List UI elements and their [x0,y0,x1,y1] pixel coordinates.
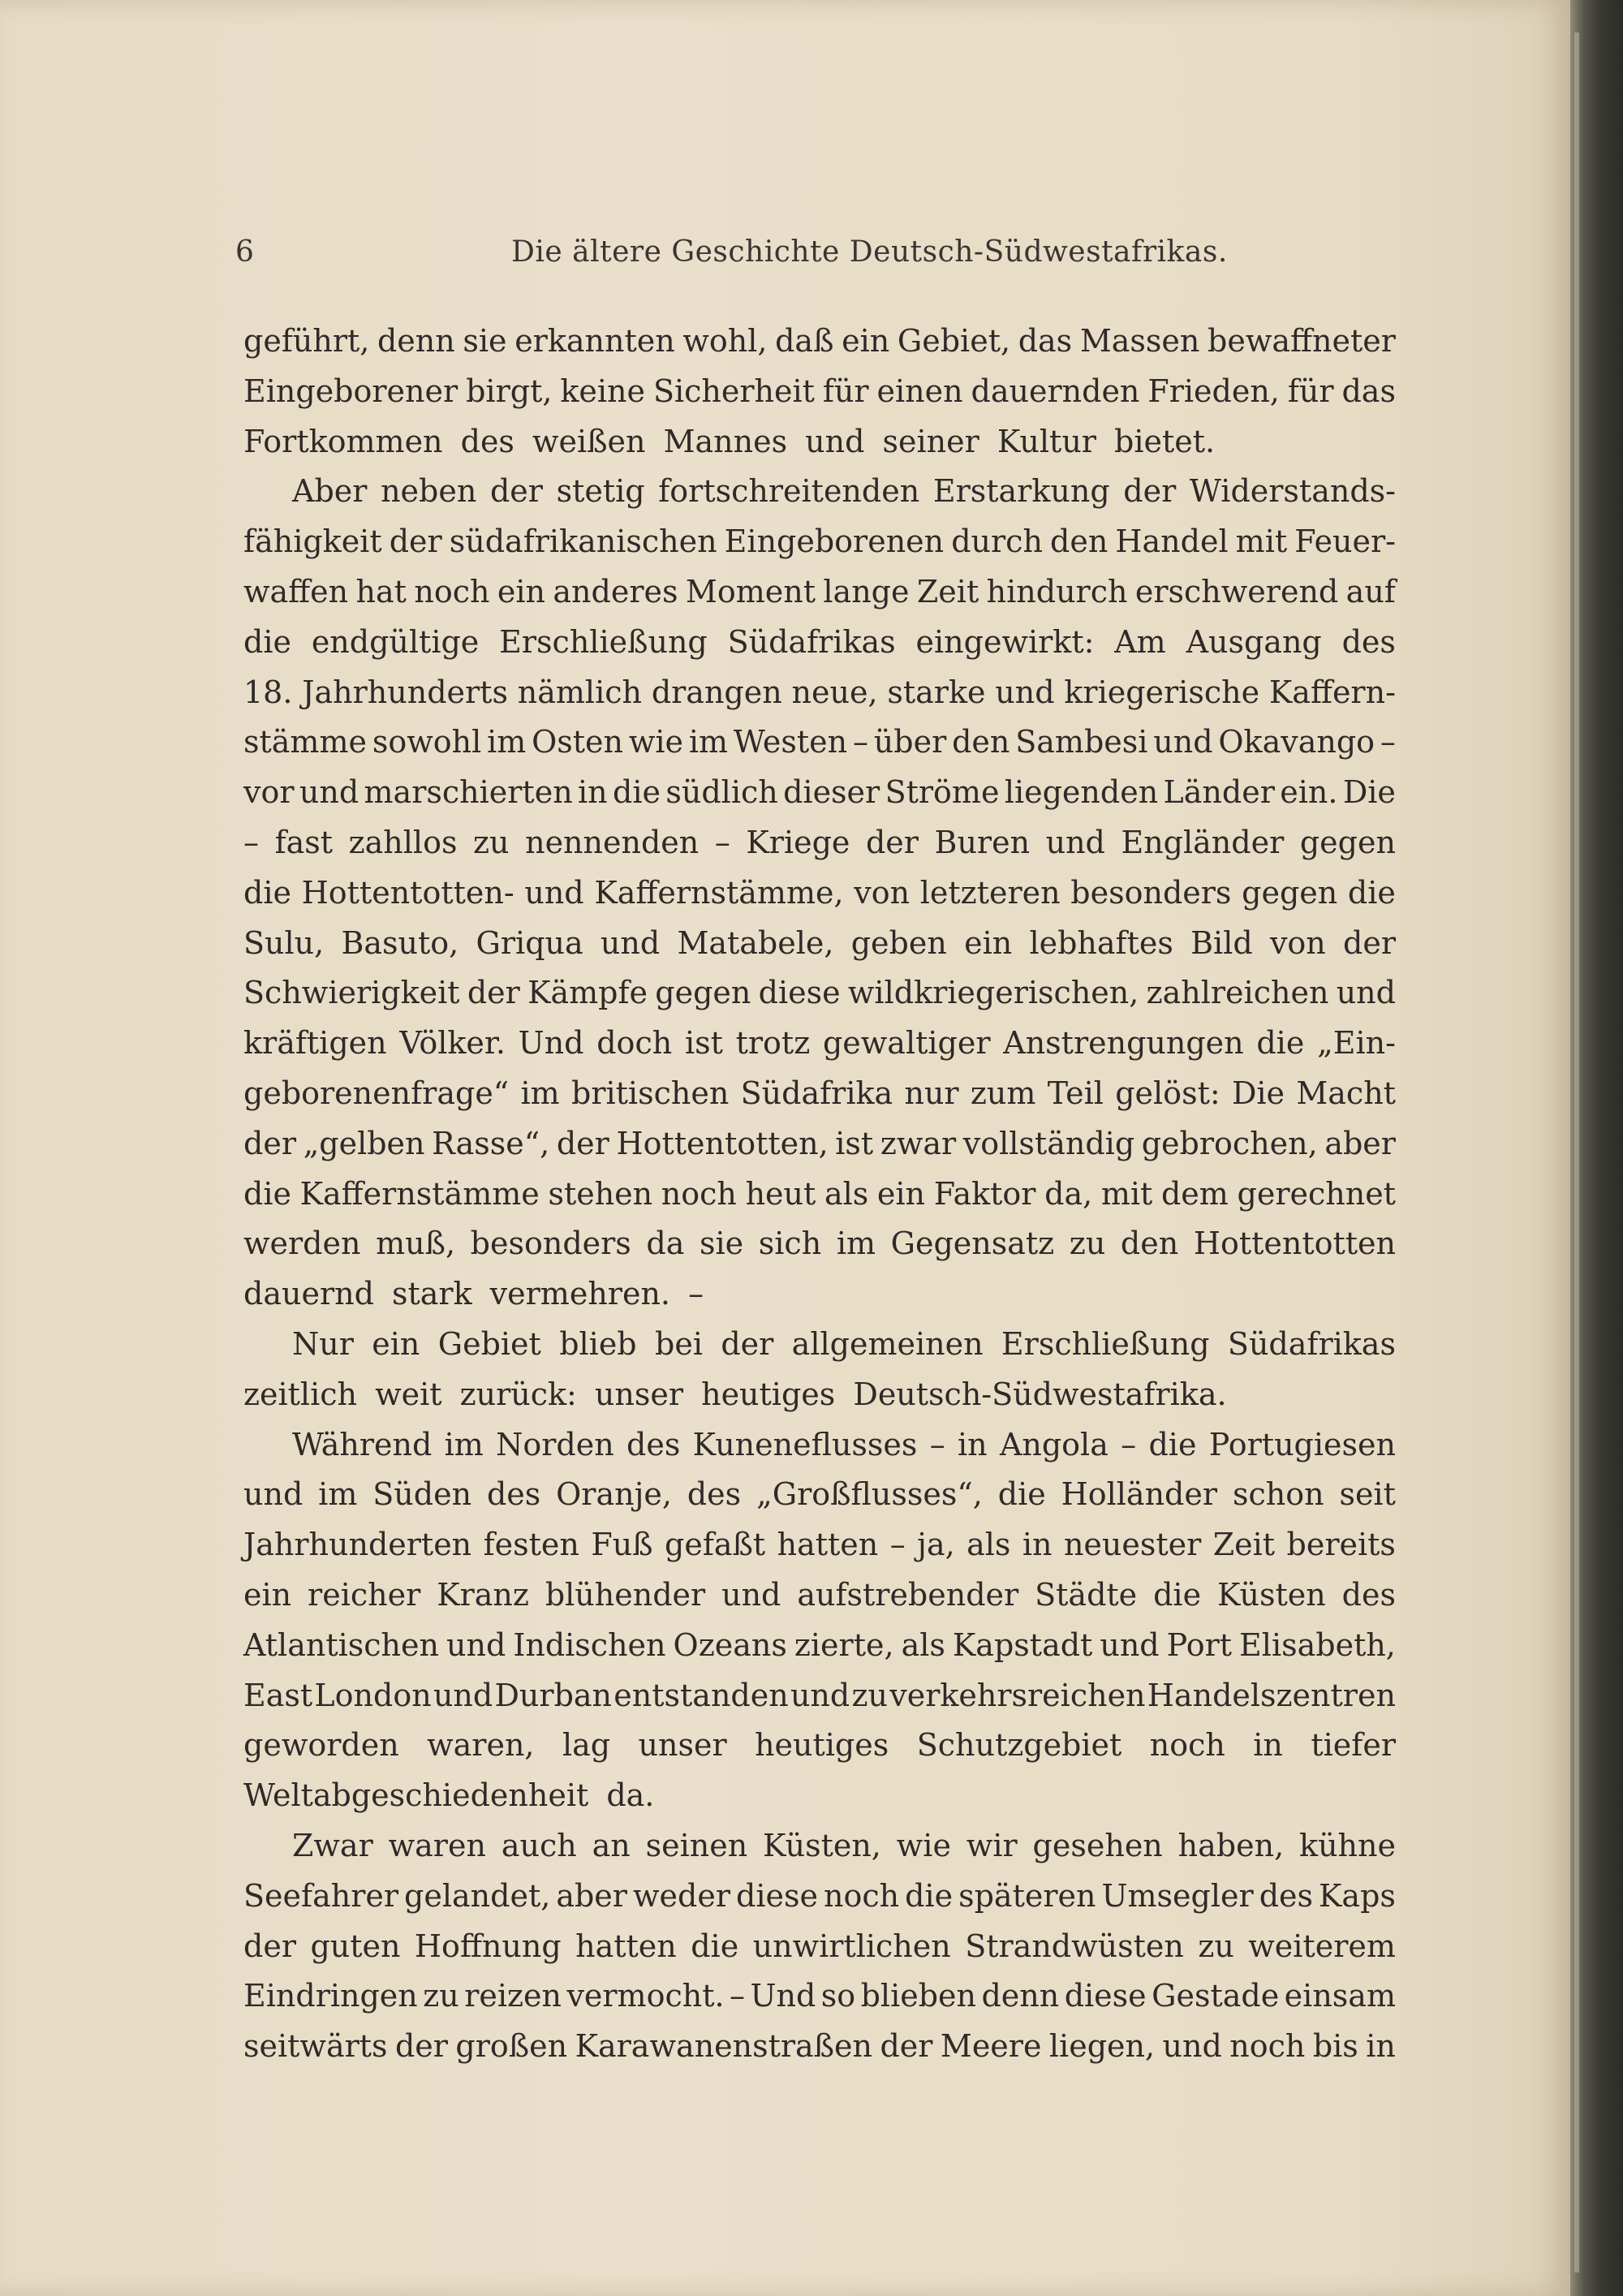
text-line: Aber neben der stetig fortschreitenden Erstarkung der Widerstands- [292,473,1396,510]
text-line: Eingeborener birgt, keine Sicherheit für einen dauernden Frieden, für das [243,373,1396,409]
text-line: der guten Hoffnung hatten die unwirtlichen Strandwüsten zu weiterem [243,1928,1396,1964]
text-line: Zwar waren auch an seinen Küsten, wie wir gesehen haben, kühne [292,1827,1396,1863]
body-text [243,317,1396,2072]
text-line: geführt, denn sie erkannten wohl, daß ein Gebiet, das Massen bewaffneter [243,323,1396,359]
running-title: Die ältere Geschichte Deutsch-Südwestafrikas. [511,235,1228,269]
text-line: kräftigen Völker. Und doch ist trotz gewaltiger Anstrengungen die „Ein- [243,1025,1396,1062]
text-line: stämme sowohl im Osten wie im Westen – über den Sambesi und Okavango – [243,724,1396,760]
text-line: – fast zahllos zu nennenden – Kriege der Buren und Engländer gegen [243,824,1396,860]
text-line: zeitlich weit zurück: unser heutiges Deutsch-Südwestafrika. [243,1376,1227,1412]
page-header [235,235,1412,284]
text-line: Seefahrer gelandet, aber weder diese noch die späteren Umsegler des Kaps [243,1877,1396,1914]
text-line: und im Süden des Oranje, des „Großflusses“, die Holländer schon seit [243,1476,1396,1513]
text-line: Weltabgeschiedenheit da. [243,1777,655,1814]
text-line: geborenenfrage“ im britischen Südafrika nur zum Teil gelöst: Die Macht [243,1075,1396,1111]
text-line: Atlantischen und Indischen Ozeans zierte, als Kapstadt und Port Elisabeth, [243,1626,1396,1663]
text-line: Schwierigkeit der Kämpfe gegen diese wildkriegerischen, zahlreichen und [243,975,1396,1011]
text-line: vor und marschierten in die südlich dieser Ströme liegenden Länder ein. Die [243,774,1396,811]
text-line: werden muß, besonders da sie sich im Gegensatz zu den Hottentotten [243,1226,1396,1262]
page-number: 6 [235,235,254,269]
text-line: East London und Durban entstanden und zu verkehrsreichen Handelszentren [243,1677,1396,1713]
text-line: ein reicher Kranz blühender und aufstrebender Städte die Küsten des [243,1576,1396,1613]
text-line: die Kaffernstämme stehen noch heut als ein Faktor da, mit dem gerechnet [243,1175,1396,1212]
text-line: Nur ein Gebiet blieb bei der allgemeinen Erschließung Südafrikas [292,1325,1396,1362]
text-line: Eindringen zu reizen vermocht. – Und so blieben denn diese Gestade einsam [243,1978,1396,2014]
text-line: die Hottentotten- und Kaffernstämme, von letzteren besonders gegen die [243,874,1396,911]
text-line: Sulu, Basuto, Griqua und Matabele, geben ein lebhaftes Bild von der [243,924,1396,961]
text-line: 18. Jahrhunderts nämlich drangen neue, starke und kriegerische Kaffern- [243,674,1396,710]
text-line: geworden waren, lag unser heutiges Schutzgebiet noch in tiefer [243,1727,1396,1764]
text-line: Während im Norden des Kuneneflusses – in Angola – die Portugiesen [292,1426,1396,1462]
text-line: seitwärts der großen Karawanenstraßen der Meere liegen, und noch bis in [243,2028,1396,2065]
text-line: Fortkommen des weißen Mannes und seiner Kultur bietet. [243,423,1216,459]
text-line: fähigkeit der südafrikanischen Eingeborenen durch den Handel mit Feuer- [243,523,1396,560]
page-edge-strip [1574,32,1579,2272]
text-line: der „gelben Rasse“, der Hottentotten, ist zwar vollständig gebrochen, aber [243,1125,1396,1161]
text-line: Jahrhunderten festen Fuß gefaßt hatten – ja, als in neuester Zeit bereits [243,1527,1396,1563]
text-line: dauernd stark vermehren. – [243,1276,704,1312]
text-line: waffen hat noch ein anderes Moment lange Zeit hindurch erschwerend auf [243,573,1396,610]
text-line: die endgültige Erschließung Südafrikas eingewirkt: Am Ausgang des [243,623,1396,660]
